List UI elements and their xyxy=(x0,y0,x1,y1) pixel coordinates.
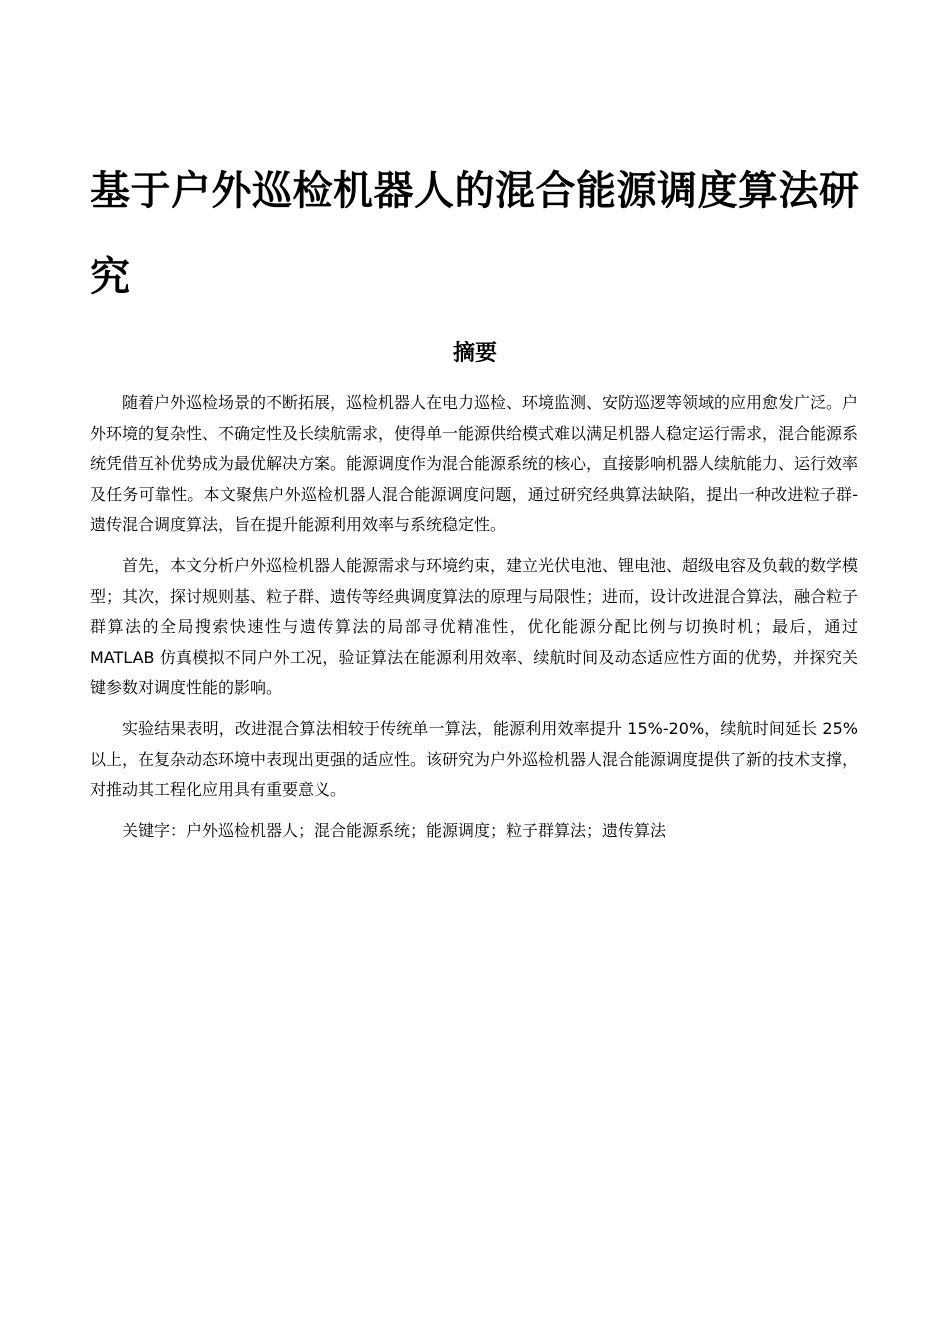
abstract-body xyxy=(90,388,858,846)
abstract-paragraph-2: 首先，本文分析户外巡检机器人能源需求与环境约束，建立光伏电池、锂电池、超级电容及负载的数学模型；其次，探讨规则基、粒子群、遗传等经典调度算法的原理与局限性；进而，设计改进混合算法，融合粒子群算法的全局搜索快速性与遗传算法的局部寻优精准性，优化能源分配比例与切换时机；最后，通过 MATLAB 仿真模拟不同户外工况，验证算法在能源利用效率、续航时间及动态适应性方面的优势，并探究关键参数对调度性能的影响。 xyxy=(90,555,859,698)
document-title: 基于户外巡检机器人的混合能源调度算法研究 xyxy=(90,168,860,300)
abstract-paragraph-1: 随着户外巡检场景的不断拓展，巡检机器人在电力巡检、环境监测、安防巡逻等领域的应用愈发广泛。户外环境的复杂性、不确定性及长续航需求，使得单一能源供给模式难以满足机器人稳定运行需求，混合能源系统凭借互补优势成为最优解决方案。能源调度作为混合能源系统的核心，直接影响机器人续航能力、运行效率及任务可靠性。本文聚焦户外巡检机器人混合能源调度问题，通过研究经典算法缺陷，提出一种改进粒子群-遗传混合调度算法，旨在提升能源利用效率与系统稳定性。 xyxy=(90,393,859,535)
abstract-paragraph-3: 实验结果表明，改进混合算法相较于传统单一算法，能源利用效率提升 15%-20%，续航时间延长 25%以上，在复杂动态环境中表现出更强的适应性。该研究为户外巡检机器人混合能源调度提供了新的技术支撑，对推动其工程化应用具有重要意义。 xyxy=(90,718,859,800)
keywords-line: 关键字：户外巡检机器人；混合能源系统；能源调度；粒子群算法；遗传算法 xyxy=(122,820,667,840)
abstract-heading: 摘要 xyxy=(452,341,497,366)
